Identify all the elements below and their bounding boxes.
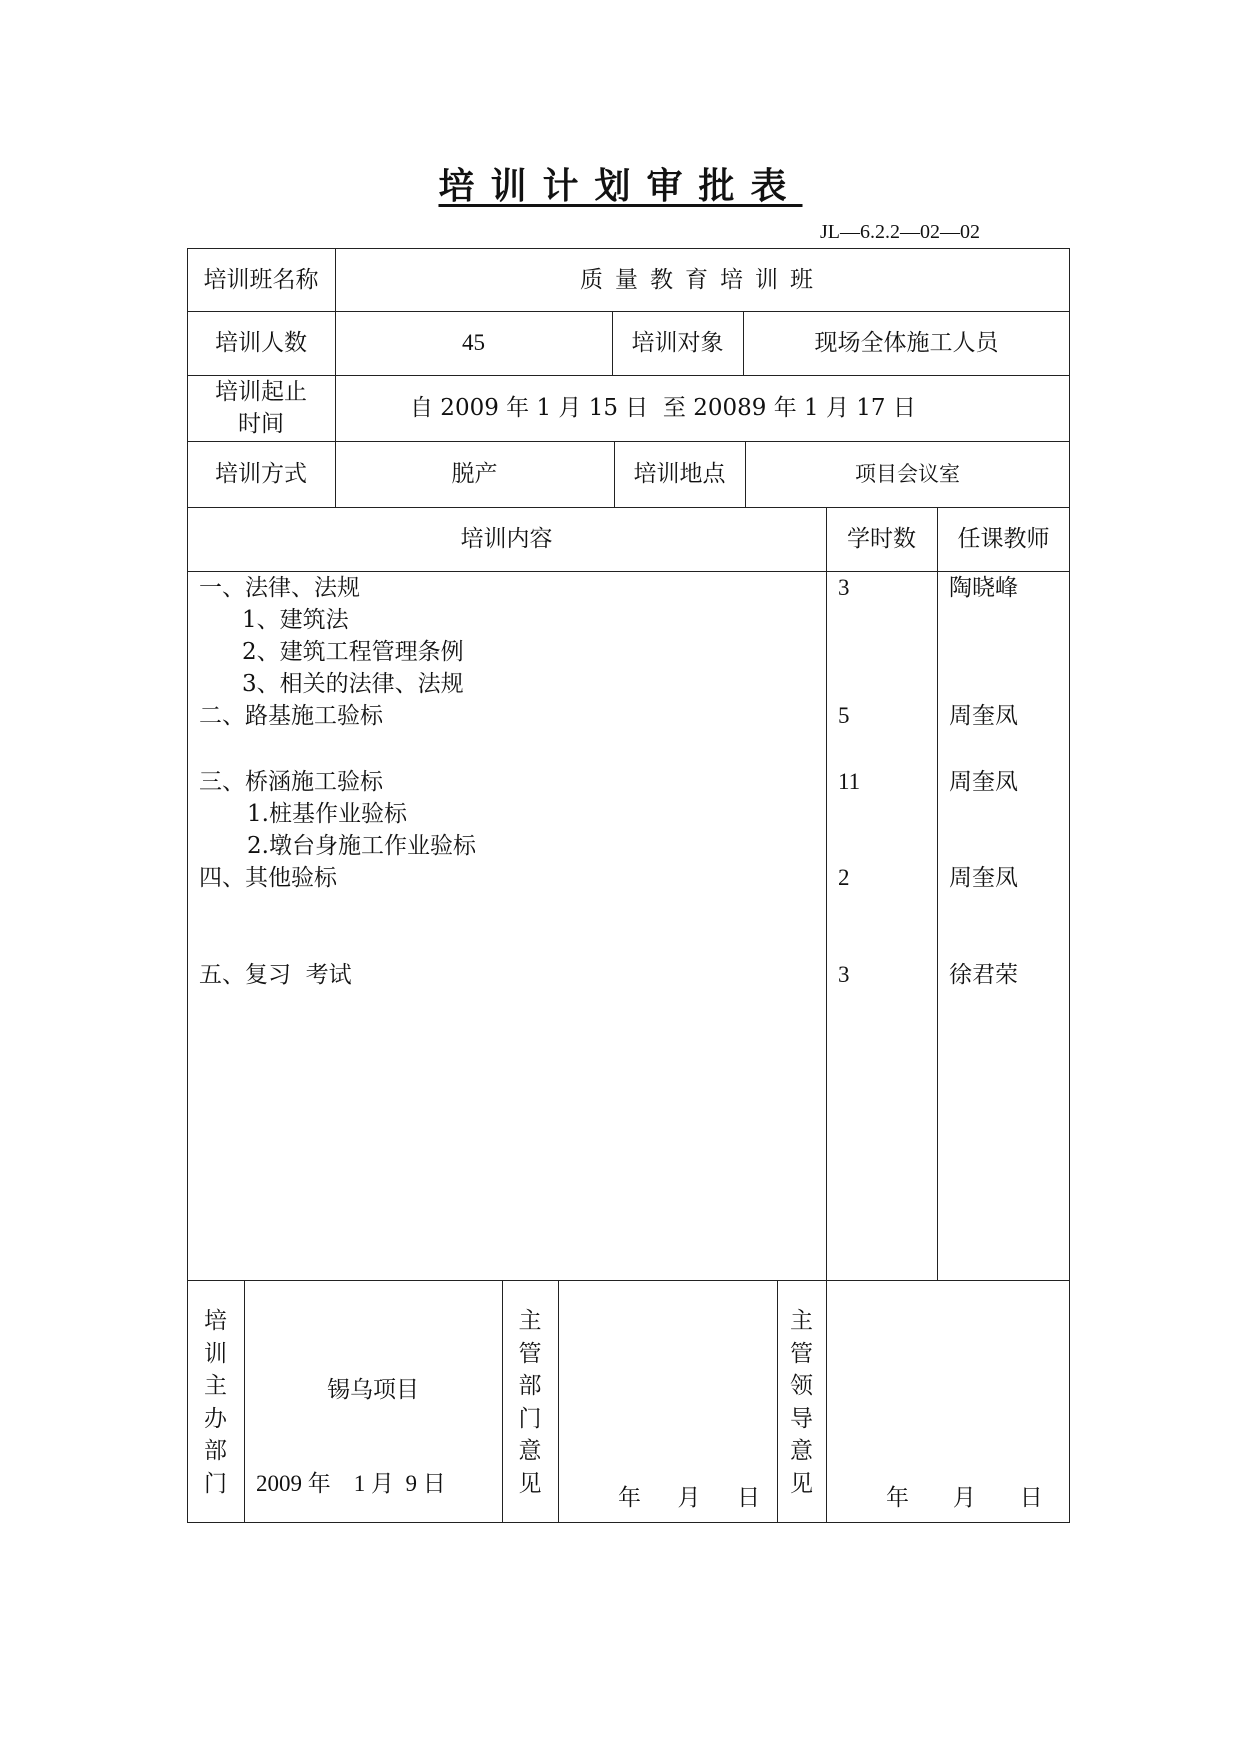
period-label bbox=[187, 375, 335, 441]
content-line: 三、桥涵施工验标 bbox=[199, 769, 383, 795]
count-label: 培训人数 bbox=[215, 330, 307, 356]
hours-value: 11 bbox=[838, 769, 861, 794]
content-line: 二、路基施工验标 bbox=[199, 703, 383, 729]
count-value: 45 bbox=[462, 330, 485, 355]
content-line: 四、其他验标 bbox=[199, 865, 337, 891]
location-value: 项目会议室 bbox=[855, 462, 960, 486]
form-title: 培训计划审批表 bbox=[438, 165, 803, 207]
content-line: 1.桩基作业验标 bbox=[247, 801, 407, 827]
teacher-value: 陶晓峰 bbox=[949, 575, 1018, 601]
dept-opinion-label: 主 管 部 门 意 见 bbox=[518, 1308, 542, 1497]
period-label-line1: 培训起止 bbox=[215, 379, 307, 405]
table-rule bbox=[187, 1280, 1070, 1281]
location-label: 培训地点 bbox=[633, 461, 726, 487]
audience-label: 培训对象 bbox=[631, 330, 724, 356]
period-label-line2: 时间 bbox=[238, 411, 284, 437]
teacher-header: 任课教师 bbox=[957, 526, 1050, 552]
class-name-label: 培训班名称 bbox=[203, 266, 319, 293]
class-name-value: 质量教育培训班 bbox=[580, 266, 825, 293]
teacher-value: 徐君荣 bbox=[949, 962, 1018, 988]
audience-value: 现场全体施工人员 bbox=[814, 330, 999, 356]
dept-opinion-date: 年 月 日 bbox=[618, 1485, 761, 1511]
content-line: 五、复习 考试 bbox=[199, 962, 352, 988]
leader-opinion-label: 主 管 领 导 意 见 bbox=[790, 1308, 813, 1497]
teacher-value: 周奎凤 bbox=[949, 703, 1018, 729]
teacher-value: 周奎凤 bbox=[949, 865, 1018, 891]
organizer-value: 锡乌项目 bbox=[327, 1377, 419, 1403]
organizer-label: 培 训 主 办 部 门 bbox=[204, 1308, 227, 1497]
content-line: 一、法律、法规 bbox=[199, 575, 360, 601]
mode-value: 脱产 bbox=[451, 461, 498, 487]
hours-header: 学时数 bbox=[847, 526, 916, 552]
table-rule bbox=[826, 507, 827, 1280]
content-line: 3、相关的法律、法规 bbox=[242, 671, 464, 697]
hours-value: 2 bbox=[838, 865, 850, 890]
content-line: 1、建筑法 bbox=[242, 607, 349, 633]
hours-value: 3 bbox=[838, 575, 850, 600]
hours-value: 3 bbox=[838, 962, 850, 987]
content-header: 培训内容 bbox=[460, 526, 553, 552]
form-code: JL—6.2.2—02—02 bbox=[820, 221, 980, 243]
table-rule bbox=[558, 1280, 559, 1523]
teacher-value: 周奎凤 bbox=[949, 769, 1018, 795]
leader-opinion-date: 年 月 日 bbox=[886, 1485, 1043, 1511]
table-rule bbox=[937, 507, 938, 1280]
period-value: 自 2009 年 1 月 15 日 至 20089 年 1 月 17 日 bbox=[410, 395, 916, 421]
content-line: 2、建筑工程管理条例 bbox=[242, 639, 464, 665]
table-rule bbox=[826, 1280, 827, 1523]
content-line: 2.墩台身施工作业验标 bbox=[247, 833, 476, 859]
organizer-date: 2009 年 1 月 9 日 bbox=[256, 1471, 446, 1496]
mode-label: 培训方式 bbox=[215, 461, 307, 487]
hours-value: 5 bbox=[838, 703, 850, 728]
